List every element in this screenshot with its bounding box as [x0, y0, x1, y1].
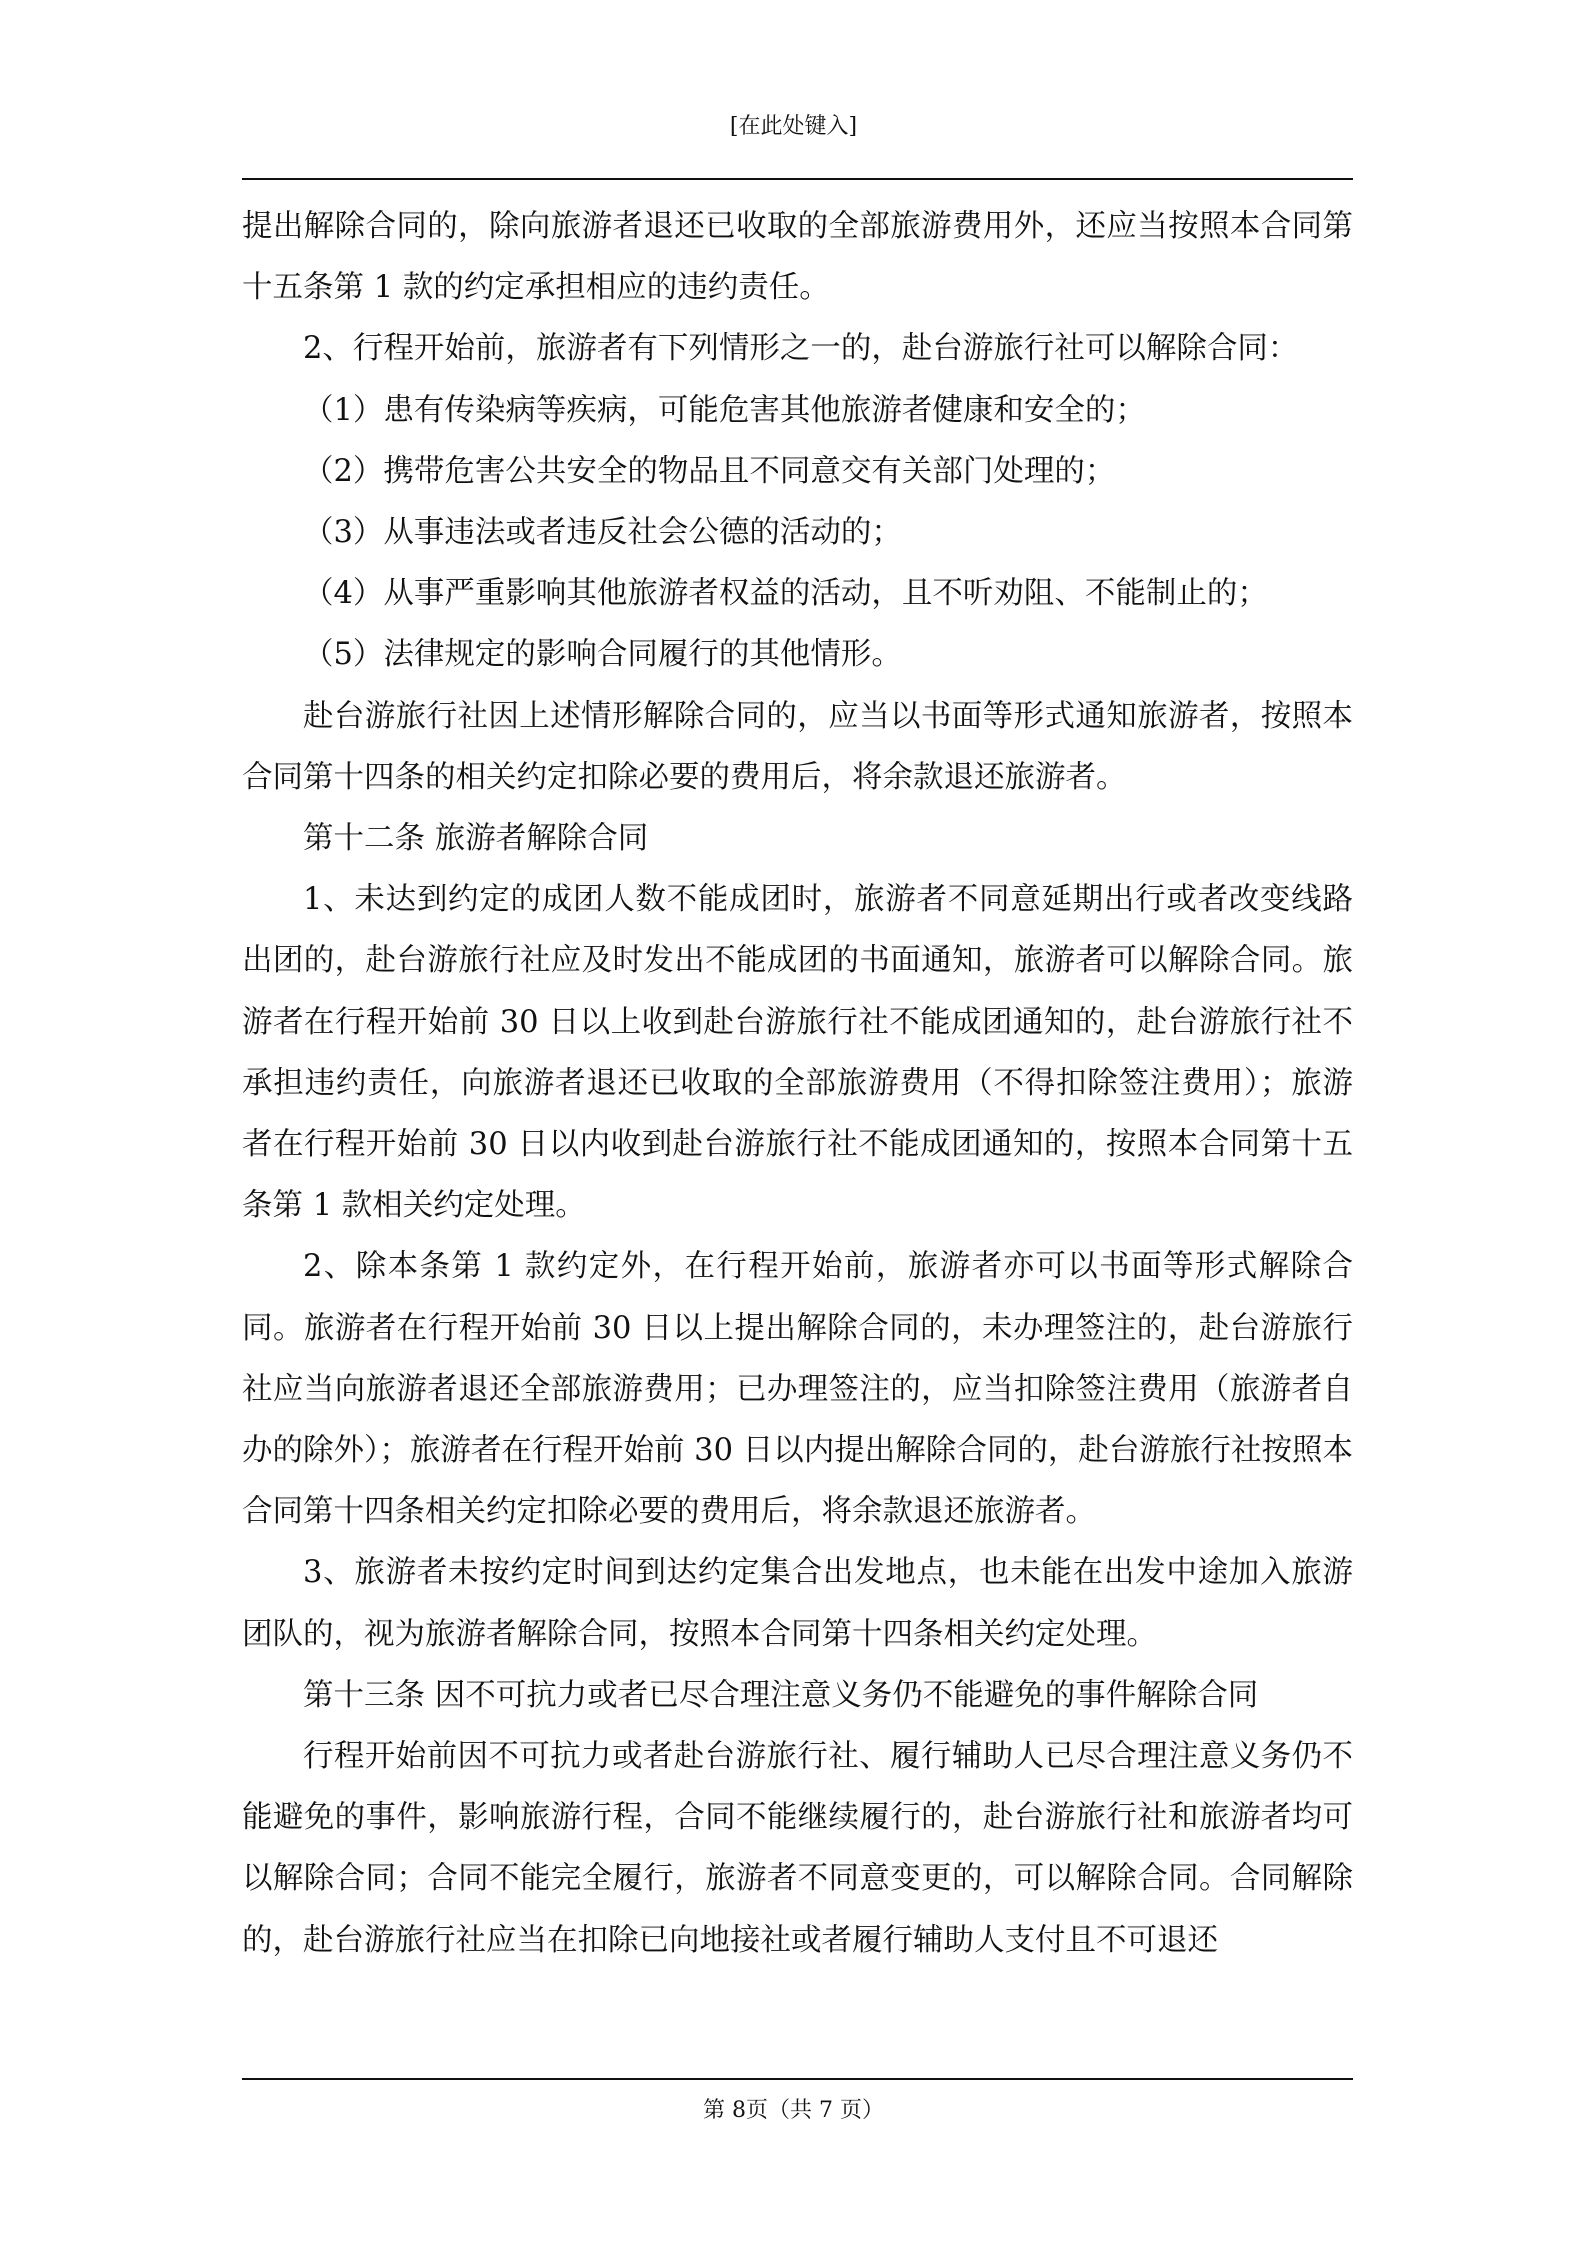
section-heading: 第十二条 旅游者解除合同: [303, 821, 649, 857]
paragraph: 赴台游旅行社因上述情形解除合同的，应当以书面等形式通知旅游者，按照本合同第十四条的相关约定扣除必要的费用后，将余款退还旅游者。: [242, 698, 1353, 795]
list-item: （3）从事违法或者违反社会公德的活动的；: [303, 515, 902, 551]
paragraph: 1、未达到约定的成团人数不能成团时，旅游者不同意延期出行或者改变线路出团的，赴台游旅行社应及时发出不能成团的书面通知，旅游者可以解除合同。旅游者在行程开始前 30 日以上收到赴台游旅行社不能成团通知的，赴台游旅行社不承担违约责任，向旅游者退还已收取的全部旅游费用（不得扣除签注费用）；旅游者在行程开始前 30 日以内收到赴台游旅行社不能成团通知的，按照本合同第十五条第 1 款相关约定处理。: [242, 882, 1353, 1224]
page-header: [在此处键入]: [729, 114, 858, 139]
page-number: 第 8页（共 7 页）: [703, 2098, 884, 2123]
paragraph: 3、旅游者未按约定时间到达约定集合出发地点，也未能在出发中途加入旅游团队的，视为旅游者解除合同，按照本合同第十四条相关约定处理。: [242, 1555, 1353, 1652]
list-item: （5）法律规定的影响合同履行的其他情形。: [303, 637, 902, 673]
list-item: （1）患有传染病等疾病，可能危害其他旅游者健康和安全的；: [303, 392, 1146, 428]
paragraph: 2、行程开始前，旅游者有下列情形之一的，赴台游旅行社可以解除合同：: [303, 331, 1299, 367]
list-item: （4）从事严重影响其他旅游者权益的活动，且不听劝阻、不能制止的；: [303, 576, 1268, 612]
section-heading: 第十三条 因不可抗力或者已尽合理注意义务仍不能避免的事件解除合同: [303, 1677, 1259, 1713]
list-item: （2）携带危害公共安全的物品且不同意交有关部门处理的；: [303, 453, 1116, 489]
footer-divider: [242, 2078, 1353, 2080]
document-body: [242, 196, 1353, 1971]
paragraph: 行程开始前因不可抗力或者赴台游旅行社、履行辅助人已尽合理注意义务仍不能避免的事件，影响旅游行程，合同不能继续履行的，赴台游旅行社和旅游者均可以解除合同；合同不能完全履行，旅游者不同意变更的，可以解除合同。合同解除的，赴台游旅行社应当在扣除已向地接社或者履行辅助人支付且不可退还: [242, 1739, 1353, 1958]
paragraph: 提出解除合同的，除向旅游者退还已收取的全部旅游费用外，还应当按照本合同第十五条第 1 款的约定承担相应的违约责任。: [242, 209, 1353, 306]
paragraph: 2、除本条第 1 款约定外，在行程开始前，旅游者亦可以书面等形式解除合同。旅游者在行程开始前 30 日以上提出解除合同的，未办理签注的，赴台游旅行社应当向旅游者退还全部旅游费用；已办理签注的，应当扣除签注费用（旅游者自办的除外）；旅游者在行程开始前 30 日以内提出解除合同的，赴台游旅行社按照本合同第十四条相关约定扣除必要的费用后，将余款退还旅游者。: [242, 1249, 1353, 1530]
header-divider: [242, 178, 1353, 180]
